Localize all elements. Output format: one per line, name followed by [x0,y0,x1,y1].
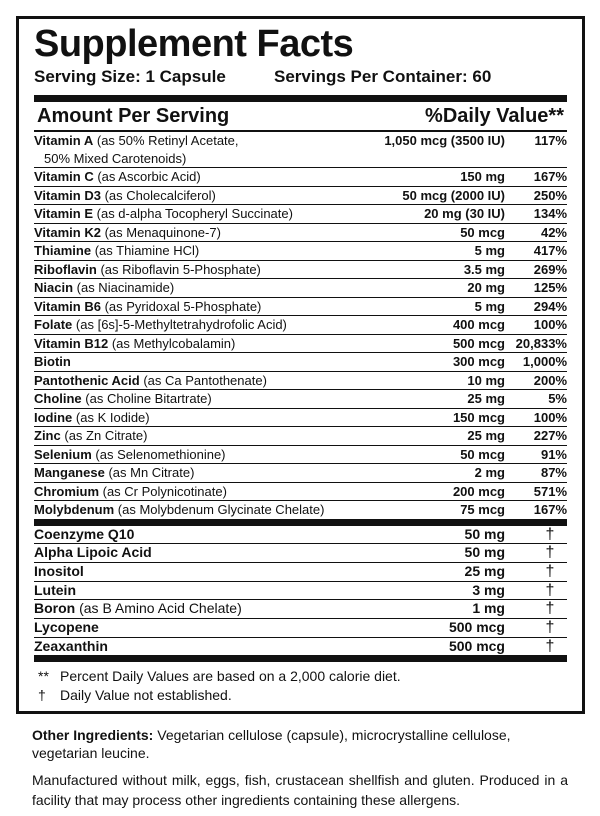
footnote-symbol: † [38,687,46,704]
nutrient-daily-value: 167% [533,169,567,184]
nutrient-amount: 50 mcg [460,446,505,462]
nutrient-row [34,316,567,335]
nutrient-amount: 5 mg [474,243,505,258]
nutrient-daily-value: 5% [548,391,567,406]
nutrient-name-cell [34,526,355,544]
nutrient-name: Zeaxanthin [34,637,108,654]
nutrient-source: (as Pyridoxal 5-Phosphate) [104,298,262,314]
nutrient-row [34,279,567,298]
nutrient-name-cell [34,335,355,353]
nutrient-amount: 25 mg [467,391,505,406]
nutrient-daily-value: 100% [533,317,567,332]
nutrient-name: Alpha Lipoic Acid [34,544,152,561]
nutrient-name: Vitamin K2 [34,224,101,240]
nutrient-name-cell [34,409,355,427]
servings-per-container: Servings Per Container: 60 [274,67,492,86]
nutrient-source: (as Niacinamide) [76,280,175,295]
nutrient-daily-value: 20,833% [515,335,567,351]
footnote [38,686,567,705]
nutrient-amount: 200 mcg [452,483,505,499]
nutrient-row [34,187,567,206]
nutrient-name: Choline [34,391,82,406]
nutrient-daily-value: † [545,600,555,618]
nutrient-row [34,483,567,502]
panel-title: Supplement Facts [34,23,354,65]
nutrient-name-cell [34,563,355,581]
nutrient-daily-value: 1,000% [522,354,567,369]
nutrient-source: (as Methylcobalamin) [111,335,236,351]
nutrient-source: (as Menaquinone-7) [104,224,221,240]
nutrient-name-cell [34,446,355,464]
nutrient-name: Iodine [34,409,73,425]
nutrient-amount: 20 mg [467,280,505,295]
nutrient-name-cell [34,390,355,408]
nutrient-row [34,298,567,317]
nutrient-name: Vitamin E [34,206,94,221]
nutrient-amount: 50 mcg [460,224,505,240]
nutrient-daily-value: 100% [533,409,567,425]
nutrient-name: Vitamin B12 [34,335,109,351]
nutrient-name: Vitamin A [34,133,94,148]
allergen-statement: Manufactured without milk, eggs, fish, crustacean shellfish and gluten. Produced in a facility that may process other ingredients containing these allergens. [32,772,568,809]
nutrient-source: (as 50% Retinyl Acetate, [96,133,239,148]
nutrient-row [34,205,567,224]
column-header [34,102,567,130]
nutrient-daily-value: 250% [533,187,567,203]
nutrient-daily-value: 87% [540,465,567,480]
nutrient-source: (as Cholecalciferol) [104,187,216,203]
nutrient-source: (as Selenomethionine) [95,446,226,462]
nutrient-daily-value: † [545,637,555,655]
nutrient-daily-value: † [545,619,555,637]
nutrient-row [34,335,567,354]
nutrient-amount: 50 mcg (2000 IU) [402,187,505,203]
nutrient-name-cell [34,544,355,562]
nutrient-source: (as d-alpha Tocopheryl Succinate) [96,206,293,221]
nutrient-name: Pantothenic Acid [34,372,140,388]
nutrient-name-cell [34,316,355,334]
nutrient-daily-value: 571% [533,483,567,499]
nutrient-list [34,132,567,519]
nutrient-source: (as Ca Pantothenate) [143,372,267,388]
nutrient-name: Niacin [34,280,74,295]
nutrient-daily-value: 167% [533,502,567,517]
nutrient-source: (as Zn Citrate) [64,428,148,443]
nutrient-name: Inositol [34,562,84,579]
nutrient-row [34,563,567,582]
nutrient-amount: 150 mcg [452,409,505,425]
nutrient-row [34,638,567,656]
supplement-facts-panel [16,16,585,714]
nutrient-source: (as Molybdenum Glycinate Chelate) [117,502,325,517]
nutrient-name-cell [34,279,355,297]
nutrient-amount: 500 mcg [452,335,505,351]
nutrient-name-cell [34,168,355,186]
divider-thick [34,95,567,102]
nutrient-name: Selenium [34,446,92,462]
nutrient-amount: 3 mg [472,581,505,598]
nutrient-row [34,501,567,519]
nutrient-row [34,427,567,446]
nutrient-daily-value: † [545,544,555,562]
nutrient-row [34,353,567,372]
footnote-text: Percent Daily Values are based on a 2,000 calorie diet. [60,668,401,685]
nutrient-daily-value: 269% [533,261,567,277]
nutrient-source: (as Riboflavin 5-Phosphate) [100,261,261,277]
nutrient-row [34,242,567,261]
nutrient-amount: 400 mcg [452,317,505,332]
nutrient-row [34,409,567,428]
nutrient-name-cell [34,242,355,260]
nutrient-name: Thiamine [34,243,92,258]
nutrient-name: Vitamin C [34,169,94,184]
nutrient-name-cell [34,638,355,656]
nutrient-daily-value: 294% [533,298,567,314]
nutrient-row [34,390,567,409]
nutrient-amount: 50 mg [464,544,505,561]
nutrient-daily-value: † [545,525,555,543]
nutrient-daily-value: 91% [540,446,567,462]
nutrient-name-cell [34,224,355,242]
nutrient-amount: 5 mg [474,298,505,314]
nutrient-name-cell [34,372,355,390]
header-amount: Amount Per Serving [37,105,230,127]
nutrient-name-cell [34,132,355,167]
nutrient-daily-value: † [545,562,555,580]
nutrient-source: (as Ascorbic Acid) [97,169,201,184]
other-ingredients-text: Vegetarian cellulose (capsule), microcrystalline cellulose, vegetarian leucine. [32,727,511,762]
nutrient-daily-value: 417% [533,243,567,258]
nutrient-name-cell [34,582,355,600]
nutrient-amount: 300 mcg [452,354,505,369]
nutrient-name-cell [34,619,355,637]
nutrient-daily-value: 227% [533,428,567,443]
nutrient-daily-value: 42% [540,224,567,240]
nutrient-row [34,526,567,545]
nutrient-name: Vitamin B6 [34,298,101,314]
nutrient-row [34,544,567,563]
nutrient-name-cell [34,353,355,371]
nutrient-row [34,372,567,391]
nutrient-name-cell [34,483,355,501]
nutrient-source: 50% Mixed Carotenoids) [44,150,187,166]
nutrient-name: Vitamin D3 [34,187,101,203]
nutrient-name-cell [34,600,355,618]
nutrient-amount: 25 mg [467,428,505,443]
nutrient-row [34,600,567,619]
nutrient-amount: 25 mg [464,562,505,579]
nutrient-name-cell [34,187,355,205]
nutrient-row [34,619,567,638]
nutrient-row [34,261,567,280]
other-ingredient-list [34,526,567,656]
nutrient-name: Boron [34,600,76,617]
nutrient-row [34,446,567,465]
nutrient-source: (as B Amino Acid Chelate) [79,600,242,617]
nutrient-name: Manganese [34,465,105,480]
nutrient-name: Biotin [34,354,71,369]
nutrient-source: (as Choline Bitartrate) [85,391,212,406]
nutrient-daily-value: † [545,581,555,599]
nutrient-amount: 3.5 mg [463,261,505,277]
nutrient-row [34,582,567,601]
nutrient-amount: 75 mcg [460,502,505,517]
nutrient-amount: 1 mg [472,600,505,617]
nutrient-amount: 50 mg [464,525,505,542]
other-ingredients [32,726,572,762]
nutrient-name: Coenzyme Q10 [34,525,135,542]
nutrient-source: (as Mn Citrate) [108,465,195,480]
nutrient-name: Lycopene [34,619,99,636]
nutrient-amount: 10 mg [467,372,505,388]
nutrient-daily-value: 134% [533,206,567,221]
nutrient-amount: 20 mg (30 IU) [424,206,505,221]
divider-thick [34,655,567,662]
footnotes [34,667,567,705]
nutrient-amount: 150 mg [460,169,505,184]
nutrient-daily-value: 125% [533,280,567,295]
nutrient-name-cell [34,464,355,482]
nutrient-name: Chromium [34,483,99,499]
nutrient-name-cell [34,298,355,316]
nutrient-row [34,464,567,483]
serving-size: Serving Size: 1 Capsule [34,67,226,86]
nutrient-name-cell [34,427,355,445]
nutrient-amount: 500 mcg [448,637,505,654]
nutrient-amount: 1,050 mcg (3500 IU) [384,133,505,148]
nutrient-name: Molybdenum [34,502,115,517]
nutrient-name: Folate [34,317,73,332]
nutrient-name-cell [34,261,355,279]
footnote-text: Daily Value not established. [60,687,232,704]
nutrient-amount: 500 mcg [448,619,505,636]
nutrient-name: Riboflavin [34,261,97,277]
nutrient-source: (as Thiamine HCl) [94,243,200,258]
footnote-symbol: ** [38,668,49,685]
nutrient-daily-value: 117% [534,133,567,148]
serving-info [34,67,567,87]
nutrient-source: (as Cr Polynicotinate) [102,483,227,499]
nutrient-name: Lutein [34,581,76,598]
footnote [38,667,567,686]
header-daily-value: %Daily Value** [425,105,564,127]
nutrient-row [34,132,567,168]
nutrient-amount: 2 mg [474,465,505,480]
nutrient-row [34,224,567,243]
nutrient-name: Zinc [34,428,61,443]
other-ingredients-label: Other Ingredients: [32,727,154,744]
nutrient-row [34,168,567,187]
nutrient-source: (as K Iodide) [75,409,150,425]
nutrient-name-cell [34,501,355,519]
nutrient-name-cell [34,205,355,223]
nutrient-source: (as [6s]-5-Methyltetrahydrofolic Acid) [75,317,287,332]
divider-thick [34,519,567,526]
nutrient-daily-value: 200% [533,372,567,388]
